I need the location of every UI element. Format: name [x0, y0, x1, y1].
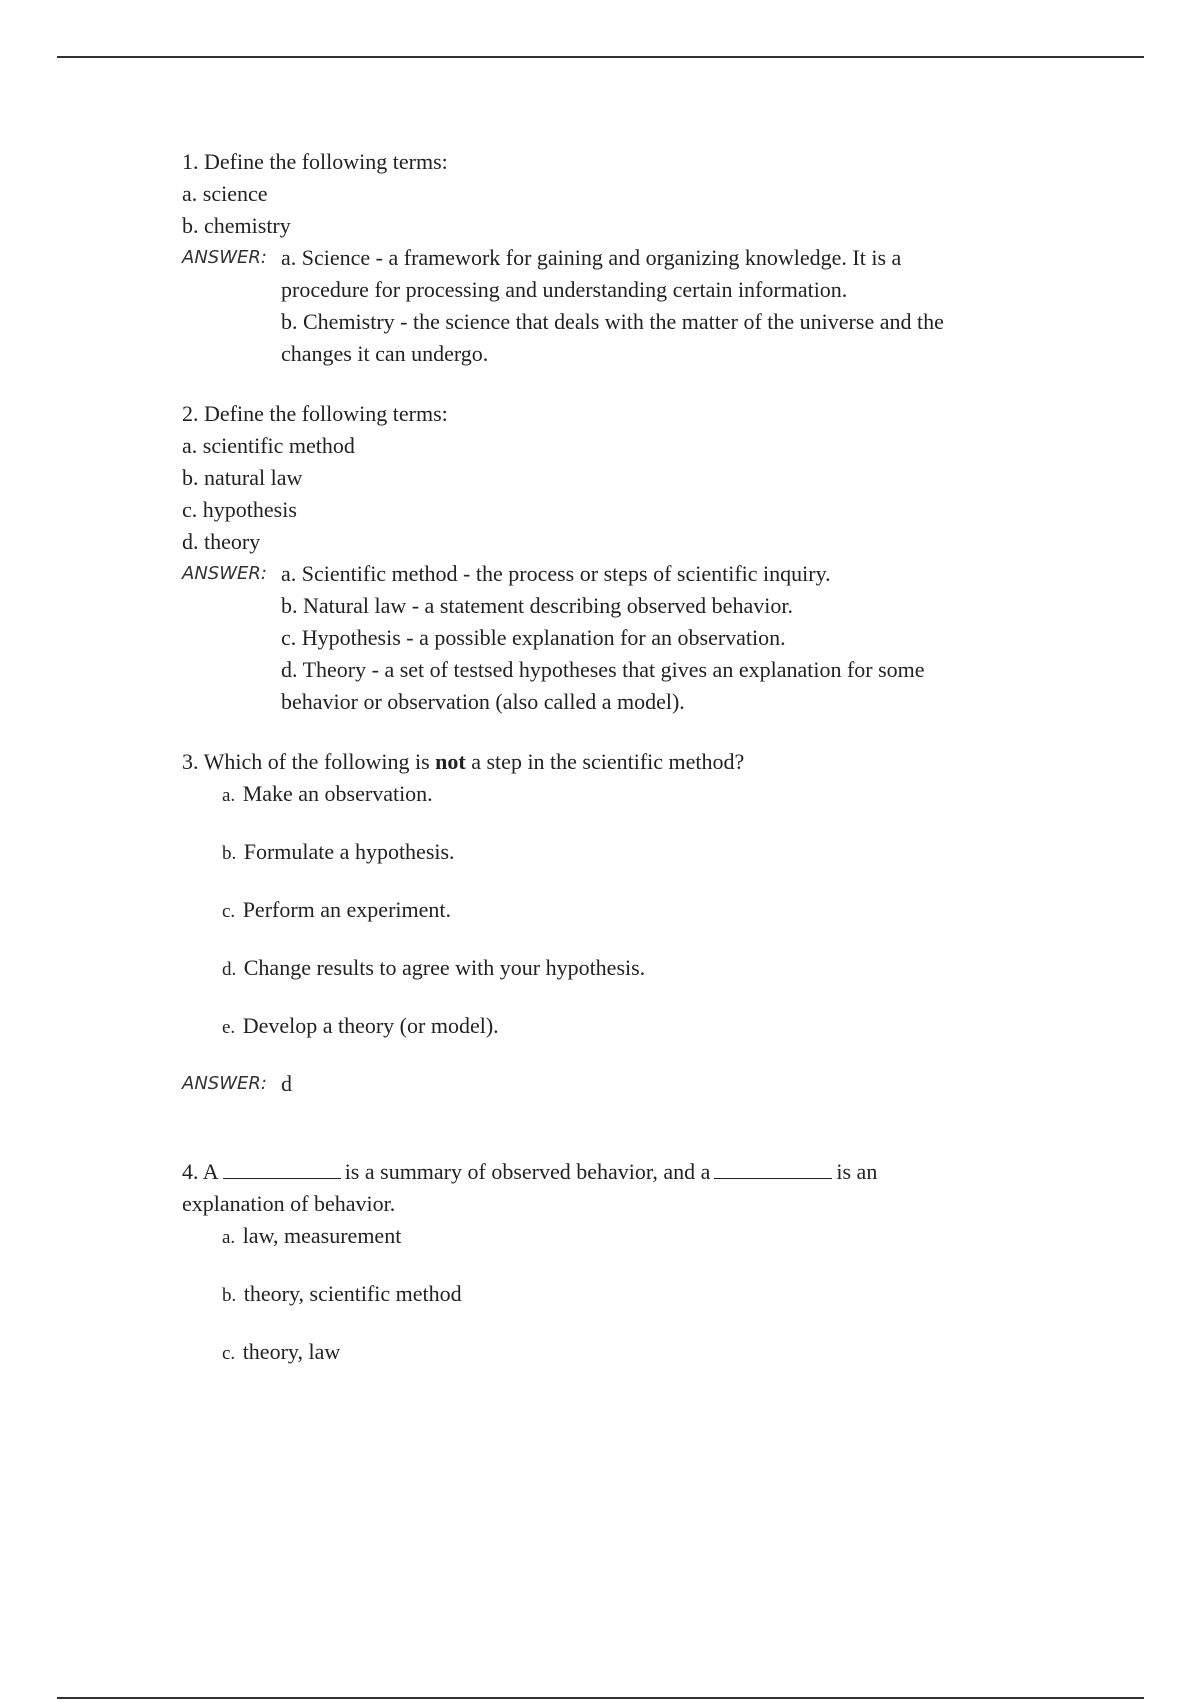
question-1-item-b: b. chemistry — [182, 213, 291, 238]
question-4-text: 4. A is a summary of observed behavior, and a is an — [182, 1159, 878, 1184]
blank-1 — [223, 1160, 341, 1179]
option-a: a. Make an observation. — [222, 781, 433, 806]
option-b: b. Formulate a hypothesis. — [222, 839, 455, 864]
question-2-answer — [182, 558, 1082, 718]
answer-line: changes it can undergo. — [281, 341, 489, 366]
question-2 — [182, 398, 1082, 718]
answer-value: d — [281, 1071, 292, 1096]
answer-label: ANSWER: — [182, 1073, 267, 1094]
answer-label: ANSWER: — [182, 563, 267, 584]
answer-line: c. Hypothesis - a possible explanation for an observation. — [281, 625, 786, 650]
answer-line: d. Theory - a set of testsed hypotheses that gives an explanation for some — [281, 657, 925, 682]
answer-line: procedure for processing and understanding certain information. — [281, 277, 848, 302]
answer-line: b. Natural law - a statement describing observed behavior. — [281, 593, 793, 618]
answer-line: b. Chemistry - the science that deals with the matter of the universe and the — [281, 309, 944, 334]
question-4-text-cont: explanation of behavior. — [182, 1191, 396, 1216]
question-1-item-a: a. science — [182, 181, 268, 206]
question-1-text: 1. Define the following terms: — [182, 149, 448, 174]
answer-line: a. Scientific method - the process or steps of scientific inquiry. — [281, 561, 831, 586]
question-2-item-b: b. natural law — [182, 465, 303, 490]
top-rule — [57, 56, 1144, 58]
question-3-text: 3. Which of the following is not a step in the scientific method? — [182, 749, 745, 774]
question-3 — [182, 746, 1082, 1100]
emphasis-not: not — [435, 749, 466, 774]
question-1 — [182, 146, 1082, 370]
option-d: d. Change results to agree with your hypothesis. — [222, 955, 646, 980]
question-2-item-d: d. theory — [182, 529, 261, 554]
option-c: c. theory, law — [222, 1339, 341, 1364]
question-1-answer — [182, 242, 1082, 370]
blank-2 — [714, 1160, 832, 1179]
option-b: b. theory, scientific method — [222, 1281, 462, 1306]
answer-line: a. Science - a framework for gaining and organizing knowledge. It is a — [281, 245, 902, 270]
answer-label: ANSWER: — [182, 247, 267, 268]
question-3-answer — [182, 1068, 1082, 1100]
question-2-text: 2. Define the following terms: — [182, 401, 448, 426]
page-content — [182, 146, 1082, 1394]
option-c: c. Perform an experiment. — [222, 897, 451, 922]
answer-line: behavior or observation (also called a model). — [281, 689, 685, 714]
question-4 — [182, 1156, 1082, 1370]
question-2-item-a: a. scientific method — [182, 433, 355, 458]
option-a: a. law, measurement — [222, 1223, 402, 1248]
question-2-item-c: c. hypothesis — [182, 497, 297, 522]
option-e: e. Develop a theory (or model). — [222, 1013, 499, 1038]
bottom-rule — [57, 1697, 1144, 1699]
